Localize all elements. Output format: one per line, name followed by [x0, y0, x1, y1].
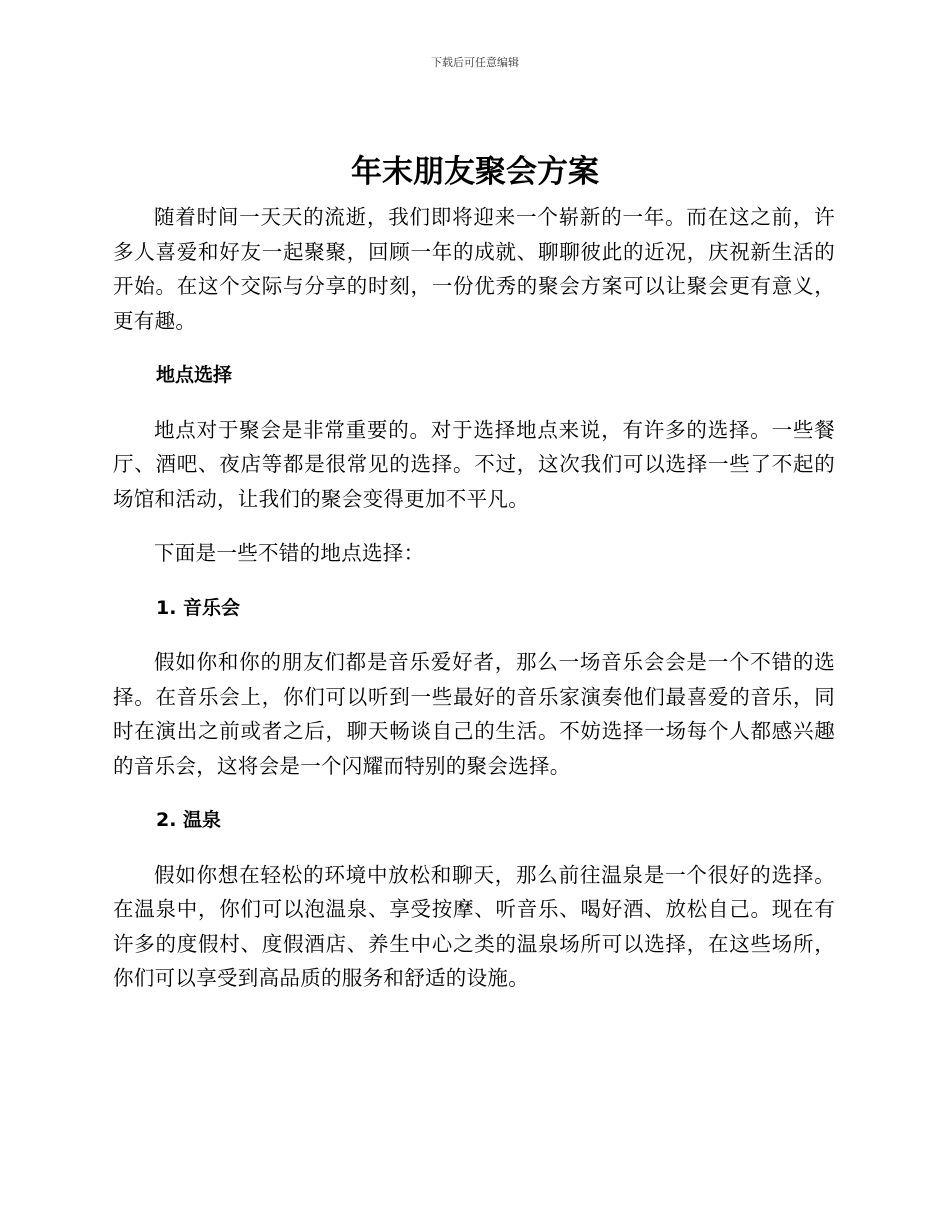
- location-list-intro: 下面是一些不错的地点选择：: [154, 541, 425, 565]
- document-body: [113, 200, 835, 1016]
- subheading-concert: 1. 音乐会: [156, 596, 241, 619]
- intro-paragraph: 随着时间一天天的流逝，我们即将迎来一个崭新的一年。而在这之前，许多人喜爱和好友一起聚聚，回顾一年的成就、聊聊彼此的近况，庆祝新生活的开始。在这个交际与分享的时刻，一份优秀的聚会方案可以让聚会更有意义，更有趣。: [113, 205, 835, 333]
- subheading-hot-spring: 2. 温泉: [156, 809, 222, 831]
- header-note: 下载后可任意编辑: [431, 56, 519, 69]
- hot-spring-paragraph: 假如你想在轻松的环境中放松和聊天，那么前往温泉是一个很好的选择。在温泉中，你们可以泡温泉、享受按摩、听音乐、喝好酒、放松自己。现在有许多的度假村、度假酒店、养生中心之类的温泉场所可以选择，在这些场所，你们可以享受到高品质的服务和舒适的设施。: [113, 862, 835, 990]
- section-heading-location: 地点选择: [156, 364, 233, 386]
- location-paragraph: 地点对于聚会是非常重要的。对于选择地点来说，有许多的选择。一些餐厅、酒吧、夜店等都是很常见的选择。不过，这次我们可以选择一些了不起的场馆和活动，让我们的聚会变得更加不平凡。: [113, 417, 835, 511]
- concert-paragraph: 假如你和你的朋友们都是音乐爱好者，那么一场音乐会会是一个不错的选择。在音乐会上，你们可以听到一些最好的音乐家演奏他们最喜爱的音乐，同时在演出之前或者之后，聊天畅谈自己的生活。不妨选择一场每个人都感兴趣的音乐会，这将会是一个闪耀而特别的聚会选择。: [113, 650, 835, 778]
- document-title: 年末朋友聚会方案: [351, 154, 599, 190]
